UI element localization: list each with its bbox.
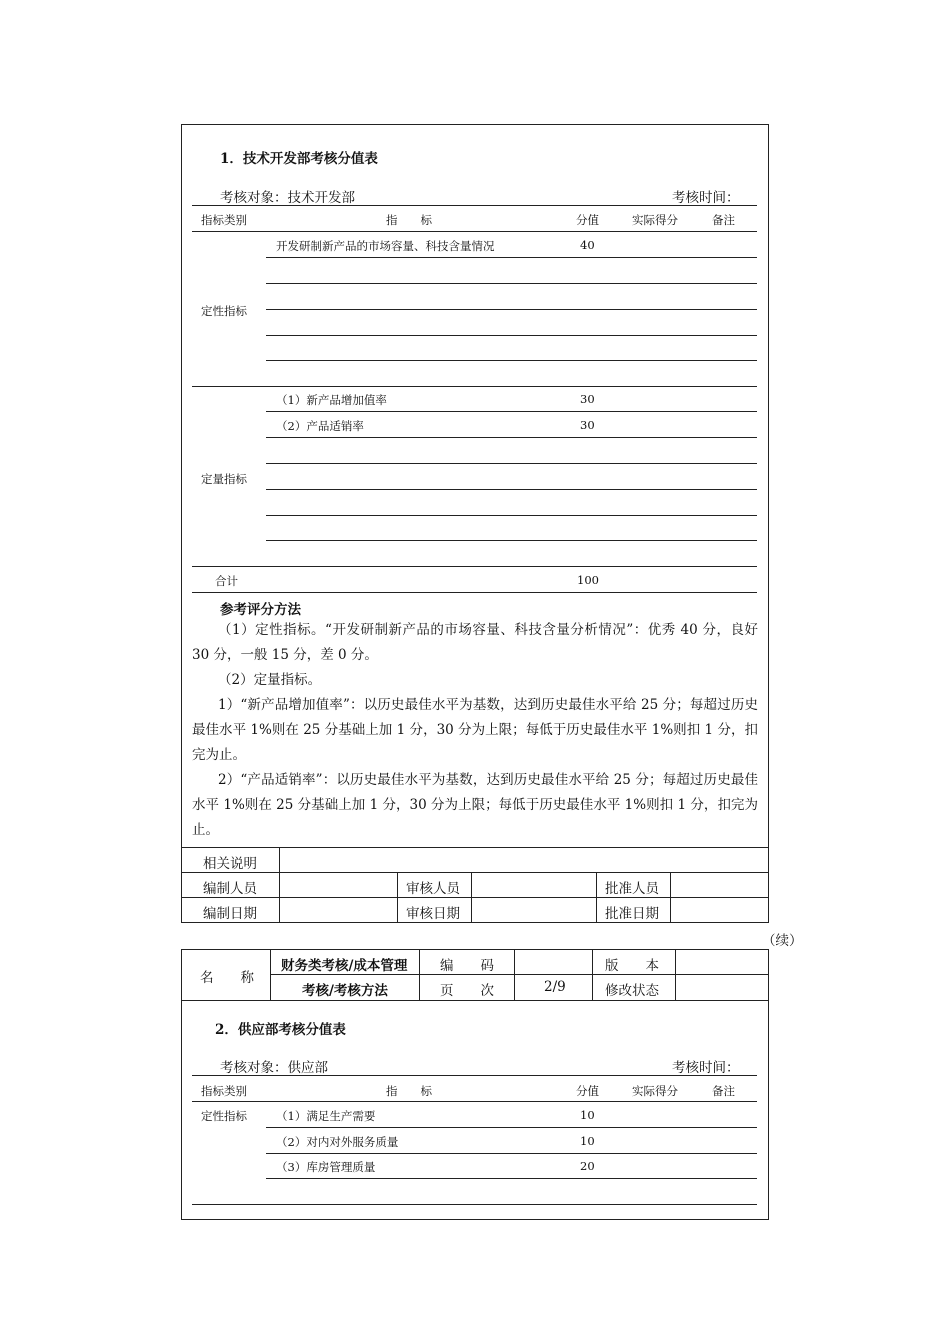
indicator-score: 20 [580, 1159, 595, 1173]
indicator-text: （1）满足生产需要 [276, 1109, 376, 1123]
method-paragraph: 1）“新产品增加值率”：以历史最佳水平为基数，达到历史最佳水平给 25 分；每超过历史最佳水平 1%则在 25 分基础上加 1 分，30 分为上限；每低于历史最佳水平 1%则扣 1 分，扣完为止。 [192, 697, 758, 763]
header-category: 指标类别 [201, 1084, 247, 1098]
page-label: 页 次 [440, 983, 494, 999]
assessment-time: 考核时间： [672, 1060, 740, 1076]
assessment-time: 考核时间： [672, 190, 740, 206]
indicator-text: （2）产品适销率 [276, 419, 364, 433]
name-value-line2: 考核/考核方法 [302, 983, 388, 999]
header-score: 分值 [576, 1084, 599, 1098]
indicator-score: 40 [580, 238, 595, 252]
method-title: 参考评分方法 [220, 602, 301, 618]
assessment-object: 考核对象：技术开发部 [220, 190, 355, 206]
revision-label: 修改状态 [605, 983, 659, 999]
header-remark: 备注 [712, 1084, 735, 1098]
header-category: 指标类别 [201, 213, 247, 227]
edit-date-label: 编制日期 [203, 906, 257, 922]
total-score: 100 [577, 573, 599, 587]
category-quantitative: 定量指标 [201, 472, 247, 486]
continued-label: （续） [762, 933, 803, 949]
indicator-text: （1）新产品增加值率 [276, 393, 387, 407]
indicator-score: 10 [580, 1108, 595, 1122]
reviewer-label: 审核人员 [406, 881, 460, 897]
editor-label: 编制人员 [203, 881, 257, 897]
method-text [192, 618, 758, 843]
method-paragraph: （2）定量指标。 [218, 672, 322, 688]
related-label: 相关说明 [203, 856, 257, 872]
indicator-text: （3）库房管理质量 [276, 1160, 376, 1174]
name-label: 名 称 [200, 970, 254, 986]
indicator-text: 开发研制新产品的市场容量、科技含量情况 [276, 239, 495, 253]
name-value-line1: 财务类考核/成本管理 [281, 958, 408, 974]
review-date-label: 审核日期 [406, 906, 460, 922]
header-actual: 实际得分 [632, 1084, 678, 1098]
header-score: 分值 [576, 213, 599, 227]
method-paragraph: 2）“产品适销率”：以历史最佳水平为基数，达到历史最佳水平给 25 分；每超过历史最佳水平 1%则在 25 分基础上加 1 分，30 分为上限；每低于历史最佳水平 1%则扣 1 分，扣完为止。 [192, 772, 758, 838]
category-qualitative: 定性指标 [201, 304, 247, 318]
approve-date-label: 批准日期 [605, 906, 659, 922]
version-label: 版 本 [605, 958, 659, 974]
code-label: 编 码 [440, 958, 494, 974]
page-value: 2/9 [544, 979, 566, 995]
indicator-score: 10 [580, 1134, 595, 1148]
section-title: 2．供应部考核分值表 [215, 1022, 346, 1038]
header-indicator: 指 标 [386, 1084, 432, 1098]
assessment-object: 考核对象：供应部 [220, 1060, 328, 1076]
method-paragraph: （1）定性指标。“开发研制新产品的市场容量、科技含量分析情况”：优秀 40 分，良好 30 分，一般 15 分，差 0 分。 [192, 622, 758, 663]
indicator-score: 30 [580, 392, 595, 406]
indicator-score: 30 [580, 418, 595, 432]
approver-label: 批准人员 [605, 881, 659, 897]
category-qualitative: 定性指标 [201, 1109, 247, 1123]
indicator-text: （2）对内对外服务质量 [276, 1135, 399, 1149]
header-remark: 备注 [712, 213, 735, 227]
header-actual: 实际得分 [632, 213, 678, 227]
section-title: 1．技术开发部考核分值表 [220, 151, 378, 167]
header-indicator: 指 标 [386, 213, 432, 227]
total-label: 合计 [215, 574, 238, 588]
